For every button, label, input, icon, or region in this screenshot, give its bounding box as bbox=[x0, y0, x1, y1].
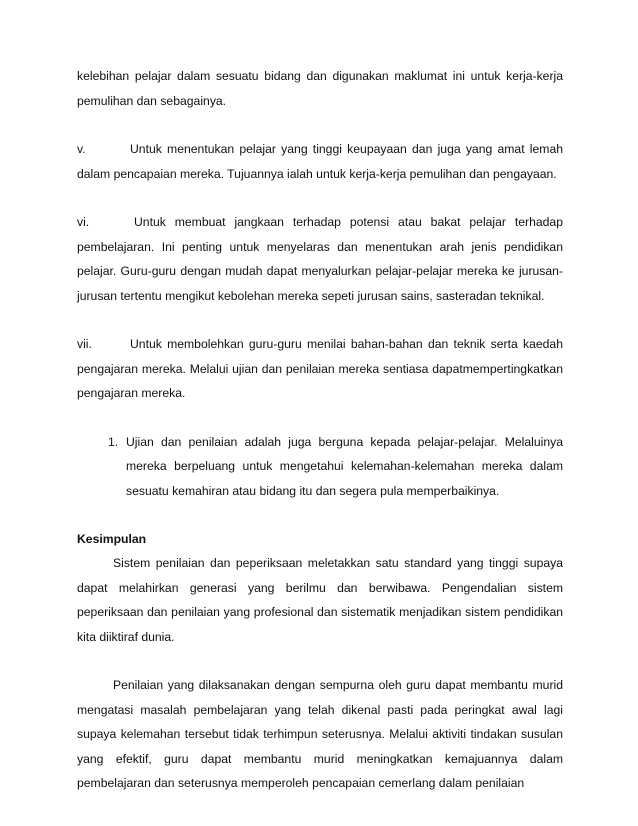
list-item-text: Ujian dan penilaian adalah juga berguna kepada pelajar-pelajar. Melaluinya mereka berpeluang untuk mengetahui kelemahan-kelemahan mereka dalam sesuatu kemahiran atau bidang itu dan segera pula memperbaikinya. bbox=[126, 434, 563, 498]
spacer bbox=[77, 406, 563, 430]
item-vi bbox=[77, 210, 563, 308]
item-vii-text: Untuk membolehkan guru-guru menilai bahan-bahan dan teknik serta kaedah pengajaran mereka. Melalui ujian dan penilaian mereka sentiasa dapatmempertingkatkan pengajaran mereka. bbox=[77, 337, 563, 400]
item-v bbox=[77, 137, 563, 186]
item-vi-marker: vi. bbox=[77, 215, 90, 229]
spacer bbox=[77, 113, 563, 137]
conclusion-paragraph-1: Sistem penilaian dan peperiksaan meletakkan satu standard yang tinggi supaya dapat melahirkan generasi yang berilmu dan berwibawa. Pengendalian sistem peperiksaan dan penilaian yang profesional dan sistematik menjadikan sistem pendidikan kita diiktiraf dunia. bbox=[77, 556, 563, 644]
conclusion-paragraph-2: Penilaian yang dilaksanakan dengan sempurna oleh guru dapat membantu murid mengatasi masalah pembelajaran yang telah dikenal pasti pada peringkat awal lagi supaya kelemahan tersebut tidak terhimpun seterusnya. Melalui aktiviti tindakan susulan yang efektif, guru dapat membantu murid meningkatkan kemajuannya dalam pembelajaran dan seterusnya memperoleh pencapaian cemerlang dalam penilaian bbox=[77, 678, 563, 790]
section-heading: Kesimpulan bbox=[77, 532, 147, 546]
list-item-marker: 1. bbox=[108, 434, 119, 449]
spacer bbox=[77, 649, 563, 673]
item-vi-text: Untuk membuat jangkaan terhadap potensi atau bakat pelajar terhadap pembelajaran. Ini penting untuk menyelaras dan menentukan arah jenis pendidikan pelajar. Guru-guru dengan mudah dapat menyalurkan pelajar-pelajar mereka ke jurusan-jurusan tertentu mengikut kebolehan mereka sepeti jurusan sains, sasteradan teknikal. bbox=[77, 215, 563, 303]
item-vii-marker: vii. bbox=[77, 337, 92, 351]
spacer bbox=[77, 308, 563, 332]
numbered-list bbox=[77, 430, 563, 504]
item-v-marker: v. bbox=[77, 142, 86, 156]
item-v-text: Untuk menentukan pelajar yang tinggi keupayaan dan juga yang amat lemah dalam pencapaian mereka. Tujuannya ialah untuk kerja-kerja pemulihan dan pengayaan. bbox=[77, 142, 563, 181]
paragraph-continuation: kelebihan pelajar dalam sesuatu bidang dan digunakan maklumat ini untuk kerja-kerja pemulihan dan sebagainya. bbox=[77, 69, 563, 108]
spacer bbox=[77, 503, 563, 527]
document-page bbox=[77, 64, 563, 796]
spacer bbox=[77, 186, 563, 210]
item-vii bbox=[77, 332, 563, 406]
list-item bbox=[108, 430, 563, 504]
